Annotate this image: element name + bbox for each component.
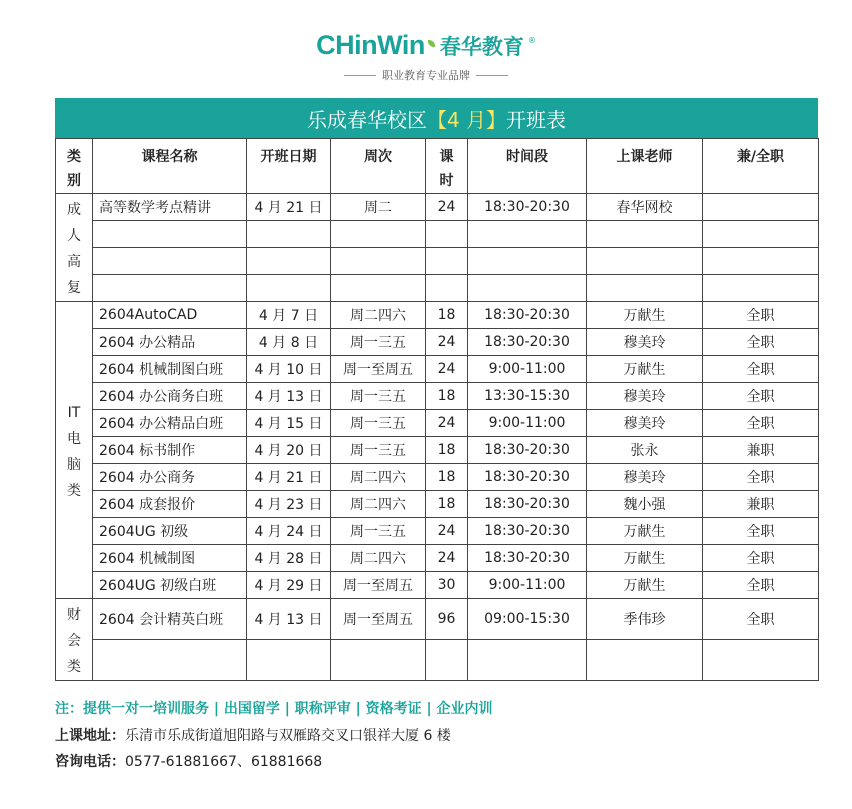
hours-cell: 24	[426, 356, 468, 383]
phone-line	[55, 751, 322, 771]
time-slot-cell: 9:00-11:00	[468, 356, 587, 383]
teacher-cell: 张永	[587, 437, 703, 464]
weekday-cell: 周一三五	[331, 410, 426, 437]
employment-type-cell: 全职	[703, 329, 819, 356]
table-row	[56, 518, 819, 545]
table-row	[56, 248, 819, 275]
class-schedule-table	[55, 138, 819, 681]
start-date-cell	[247, 248, 331, 275]
hours-cell: 18	[426, 491, 468, 518]
hours-cell	[426, 221, 468, 248]
table-row	[56, 437, 819, 464]
address-label: 上课地址：	[55, 728, 125, 744]
hours-cell: 24	[426, 329, 468, 356]
start-date-cell: 4 月 20 日	[247, 437, 331, 464]
weekday-cell: 周二	[331, 194, 426, 221]
time-slot-cell: 18:30-20:30	[468, 464, 587, 491]
table-row	[56, 221, 819, 248]
employment-type-cell: 兼职	[703, 437, 819, 464]
course-name-cell	[93, 275, 247, 302]
header-employment-type: 兼/全职	[703, 139, 819, 194]
start-date-cell	[247, 221, 331, 248]
category-cell	[56, 302, 93, 599]
course-name-cell: 2604 办公商务白班	[93, 383, 247, 410]
start-date-cell: 4 月 23 日	[247, 491, 331, 518]
time-slot-cell	[468, 275, 587, 302]
table-row	[56, 275, 819, 302]
employment-type-cell	[703, 221, 819, 248]
course-name-cell: 2604 机械制图	[93, 545, 247, 572]
category-cell	[56, 194, 93, 302]
start-date-cell: 4 月 15 日	[247, 410, 331, 437]
header-time: 时间段	[468, 139, 587, 194]
teacher-cell	[587, 221, 703, 248]
start-date-cell: 4 月 29 日	[247, 572, 331, 599]
employment-type-cell: 全职	[703, 599, 819, 640]
course-name-cell: 2604 机械制图白班	[93, 356, 247, 383]
time-slot-cell: 09:00-15:30	[468, 599, 587, 640]
start-date-cell: 4 月 10 日	[247, 356, 331, 383]
time-slot-cell: 18:30-20:30	[468, 194, 587, 221]
teacher-cell	[587, 248, 703, 275]
employment-type-cell: 全职	[703, 464, 819, 491]
time-slot-cell: 13:30-15:30	[468, 383, 587, 410]
weekday-cell: 周二四六	[331, 302, 426, 329]
divider	[476, 75, 508, 76]
table-row	[56, 599, 819, 640]
employment-type-cell	[703, 194, 819, 221]
course-name-cell: 2604 办公商务	[93, 464, 247, 491]
time-slot-cell: 9:00-11:00	[468, 572, 587, 599]
hours-cell: 18	[426, 302, 468, 329]
hours-cell	[426, 640, 468, 681]
phone-label: 咨询电话：	[55, 754, 125, 770]
course-name-cell	[93, 640, 247, 681]
table-row	[56, 302, 819, 329]
teacher-cell: 春华网校	[587, 194, 703, 221]
start-date-cell: 4 月 21 日	[247, 464, 331, 491]
weekday-cell: 周一至周五	[331, 572, 426, 599]
services-note: 注：提供一对一培训服务 | 出国留学 | 职称评审 | 资格考证 | 企业内训	[55, 701, 493, 717]
hours-cell: 24	[426, 545, 468, 572]
course-name-cell: 2604 标书制作	[93, 437, 247, 464]
category-label: IT电脑类	[67, 404, 81, 499]
hours-cell	[426, 248, 468, 275]
start-date-cell: 4 月 21 日	[247, 194, 331, 221]
category-cell	[56, 599, 93, 681]
weekday-cell	[331, 221, 426, 248]
course-name-cell	[93, 221, 247, 248]
title-suffix: 开班表	[506, 107, 567, 132]
employment-type-cell: 全职	[703, 356, 819, 383]
teacher-cell: 穆美玲	[587, 464, 703, 491]
hours-cell: 18	[426, 464, 468, 491]
course-name-cell: 2604UG 初级	[93, 518, 247, 545]
address-text: 乐清市乐成街道旭阳路与双雁路交叉口银祥大厦 6 楼	[125, 728, 451, 744]
brand-logo	[0, 30, 852, 83]
logo-wordmark: CHinWin	[316, 30, 425, 60]
time-slot-cell	[468, 640, 587, 681]
course-name-cell: 2604 成套报价	[93, 491, 247, 518]
hours-cell: 18	[426, 437, 468, 464]
header-hours: 课时	[426, 139, 468, 194]
weekday-cell: 周一至周五	[331, 356, 426, 383]
start-date-cell: 4 月 7 日	[247, 302, 331, 329]
hours-cell: 24	[426, 410, 468, 437]
address-line	[55, 725, 451, 745]
hours-cell: 24	[426, 518, 468, 545]
time-slot-cell	[468, 248, 587, 275]
table-row	[56, 194, 819, 221]
registered-mark: ®	[527, 36, 536, 45]
title-month: 【4 月】	[426, 107, 507, 132]
table-row	[56, 383, 819, 410]
time-slot-cell	[468, 221, 587, 248]
employment-type-cell: 全职	[703, 545, 819, 572]
time-slot-cell: 9:00-11:00	[468, 410, 587, 437]
brand-tagline	[0, 67, 852, 83]
start-date-cell: 4 月 8 日	[247, 329, 331, 356]
category-label: 财会类	[67, 607, 81, 675]
schedule-title	[55, 98, 818, 138]
hours-cell	[426, 275, 468, 302]
hours-cell: 30	[426, 572, 468, 599]
logo-chinese-name: 春华教育	[439, 35, 524, 59]
header-category: 类别	[56, 139, 93, 194]
category-label: 成人高复	[67, 202, 81, 296]
header-course: 课程名称	[93, 139, 247, 194]
table-row	[56, 572, 819, 599]
teacher-cell: 季伟珍	[587, 599, 703, 640]
employment-type-cell: 全职	[703, 410, 819, 437]
table-row	[56, 356, 819, 383]
course-name-cell: 2604 会计精英白班	[93, 599, 247, 640]
teacher-cell: 穆美玲	[587, 329, 703, 356]
header-start-date: 开班日期	[247, 139, 331, 194]
course-name-cell	[93, 248, 247, 275]
employment-type-cell: 全职	[703, 302, 819, 329]
start-date-cell: 4 月 28 日	[247, 545, 331, 572]
teacher-cell: 万献生	[587, 356, 703, 383]
start-date-cell: 4 月 13 日	[247, 383, 331, 410]
teacher-cell: 万献生	[587, 545, 703, 572]
teacher-cell: 万献生	[587, 572, 703, 599]
teacher-cell: 魏小强	[587, 491, 703, 518]
weekday-cell	[331, 248, 426, 275]
start-date-cell	[247, 275, 331, 302]
course-name-cell: 2604 办公精品	[93, 329, 247, 356]
weekday-cell: 周一三五	[331, 437, 426, 464]
time-slot-cell: 18:30-20:30	[468, 545, 587, 572]
course-name-cell: 2604 办公精品白班	[93, 410, 247, 437]
employment-type-cell: 兼职	[703, 491, 819, 518]
course-name-cell: 2604AutoCAD	[93, 302, 247, 329]
weekday-cell: 周二四六	[331, 545, 426, 572]
time-slot-cell: 18:30-20:30	[468, 302, 587, 329]
course-name-cell: 2604UG 初级白班	[93, 572, 247, 599]
weekday-cell: 周一三五	[331, 383, 426, 410]
hours-cell: 18	[426, 383, 468, 410]
teacher-cell: 万献生	[587, 302, 703, 329]
table-body	[56, 194, 819, 681]
start-date-cell: 4 月 13 日	[247, 599, 331, 640]
time-slot-cell: 18:30-20:30	[468, 329, 587, 356]
header-weekday: 周次	[331, 139, 426, 194]
start-date-cell	[247, 640, 331, 681]
table-row	[56, 410, 819, 437]
table-row	[56, 545, 819, 572]
hours-cell: 96	[426, 599, 468, 640]
hours-cell: 24	[426, 194, 468, 221]
employment-type-cell	[703, 275, 819, 302]
weekday-cell	[331, 640, 426, 681]
table-row	[56, 640, 819, 681]
teacher-cell: 穆美玲	[587, 383, 703, 410]
weekday-cell: 周一三五	[331, 329, 426, 356]
employment-type-cell: 全职	[703, 572, 819, 599]
teacher-cell: 穆美玲	[587, 410, 703, 437]
table-row	[56, 329, 819, 356]
tagline-text: 职业教育专业品牌	[382, 69, 470, 82]
weekday-cell: 周一三五	[331, 518, 426, 545]
employment-type-cell: 全职	[703, 383, 819, 410]
header-teacher: 上课老师	[587, 139, 703, 194]
table-row	[56, 491, 819, 518]
time-slot-cell: 18:30-20:30	[468, 518, 587, 545]
weekday-cell: 周一至周五	[331, 599, 426, 640]
teacher-cell	[587, 275, 703, 302]
weekday-cell: 周二四六	[331, 464, 426, 491]
time-slot-cell: 18:30-20:30	[468, 437, 587, 464]
start-date-cell: 4 月 24 日	[247, 518, 331, 545]
divider	[344, 75, 376, 76]
employment-type-cell	[703, 248, 819, 275]
table-header-row	[56, 139, 819, 194]
title-prefix: 乐成春华校区	[306, 107, 427, 132]
weekday-cell: 周二四六	[331, 491, 426, 518]
teacher-cell	[587, 640, 703, 681]
course-name-cell: 高等数学考点精讲	[93, 194, 247, 221]
weekday-cell	[331, 275, 426, 302]
time-slot-cell: 18:30-20:30	[468, 491, 587, 518]
employment-type-cell: 全职	[703, 518, 819, 545]
teacher-cell: 万献生	[587, 518, 703, 545]
leaf-icon	[428, 40, 435, 47]
table-row	[56, 464, 819, 491]
phone-text: 0577-61881667、61881668	[125, 754, 323, 770]
employment-type-cell	[703, 640, 819, 681]
